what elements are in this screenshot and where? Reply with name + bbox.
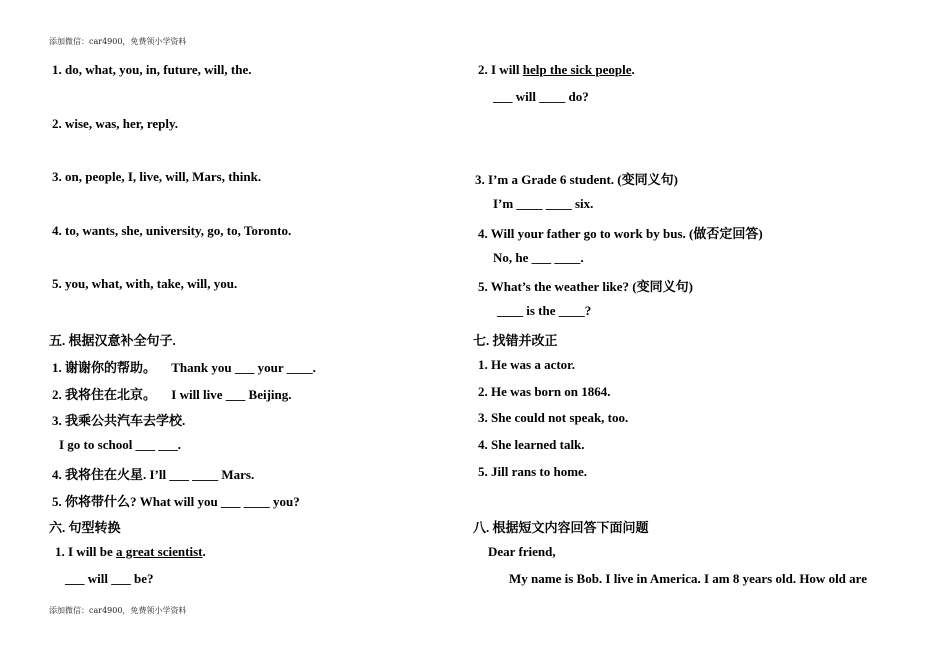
t2 xyxy=(478,62,635,78)
e2: 2. He was born on 1864. xyxy=(478,384,611,399)
t2-question: ___ will ____ do? xyxy=(493,89,589,104)
s5-1-chinese: 1. 谢谢你的帮助。 xyxy=(52,360,157,375)
s6-item-1 xyxy=(55,544,206,560)
page-footer: 添加微信：car4900，免费领小学资料 xyxy=(49,606,187,615)
e3: 3. She could not speak, too. xyxy=(478,410,629,425)
t2-underlined: help the sick people xyxy=(522,62,632,77)
s6-1-underlined: a great scientist xyxy=(116,544,203,559)
q1: 1. do, what, you, in, future, will, the. xyxy=(52,62,252,77)
s5-item-3-answer: I go to school ___ ___. xyxy=(59,437,182,452)
q3: 3. on, people, I, live, will, Mars, think. xyxy=(52,169,262,184)
s5-2-chinese: 2. 我将住在北京。 xyxy=(52,387,157,402)
e4: 4. She learned talk. xyxy=(478,437,585,452)
section-5-title: 五. 根据汉意补全句子. xyxy=(49,333,176,348)
s5-item-1 xyxy=(52,357,316,376)
s5-item-2 xyxy=(52,384,292,403)
s5-2-english: I will live ___ Beijing. xyxy=(171,387,292,402)
t3: 3. I’m a Grade 6 student. (变同义句) xyxy=(475,172,678,187)
e5: 5. Jill rans to home. xyxy=(478,464,588,479)
s5-item-3: 3. 我乘公共汽车去学校. xyxy=(52,413,186,428)
s5-item-5: 5. 你将带什么? What will you ___ ____ you? xyxy=(52,494,300,509)
t2-prefix: 2. I will xyxy=(478,62,523,77)
t4-answer: No, he ___ ____. xyxy=(493,250,584,265)
page-header: 添加微信：car4900，免费领小学资料 xyxy=(49,37,187,46)
t5-answer: ____ is the ____? xyxy=(497,303,592,318)
t5: 5. What’s the weather like? (变同义句) xyxy=(478,279,693,294)
letter-greeting: Dear friend, xyxy=(488,544,556,559)
section-6-title: 六. 句型转换 xyxy=(49,520,121,535)
t3-answer: I’m ____ ____ six. xyxy=(493,196,594,211)
section-7-title: 七. 找错并改正 xyxy=(473,333,558,348)
s6-item-1-question: ___ will ___ be? xyxy=(65,571,154,586)
e1: 1. He was a actor. xyxy=(478,357,576,372)
section-8-title: 八. 根据短文内容回答下面问题 xyxy=(473,520,649,535)
t2-suffix: . xyxy=(631,62,635,77)
s5-item-4: 4. 我将住在火星. I’ll ___ ____ Mars. xyxy=(52,467,255,482)
q2: 2. wise, was, her, reply. xyxy=(52,116,179,131)
q5: 5. you, what, with, take, will, you. xyxy=(52,276,238,291)
t4: 4. Will your father go to work by bus. (做否定回答) xyxy=(478,226,763,241)
s5-1-english: Thank you ___ your ____. xyxy=(171,360,316,375)
q4: 4. to, wants, she, university, go, to, Toronto. xyxy=(52,223,292,238)
passage-line-1: My name is Bob. I live in America. I am 8 years old. How old are xyxy=(509,571,867,586)
s6-1-suffix: . xyxy=(202,544,206,559)
s6-1-prefix: 1. I will be xyxy=(55,544,117,559)
